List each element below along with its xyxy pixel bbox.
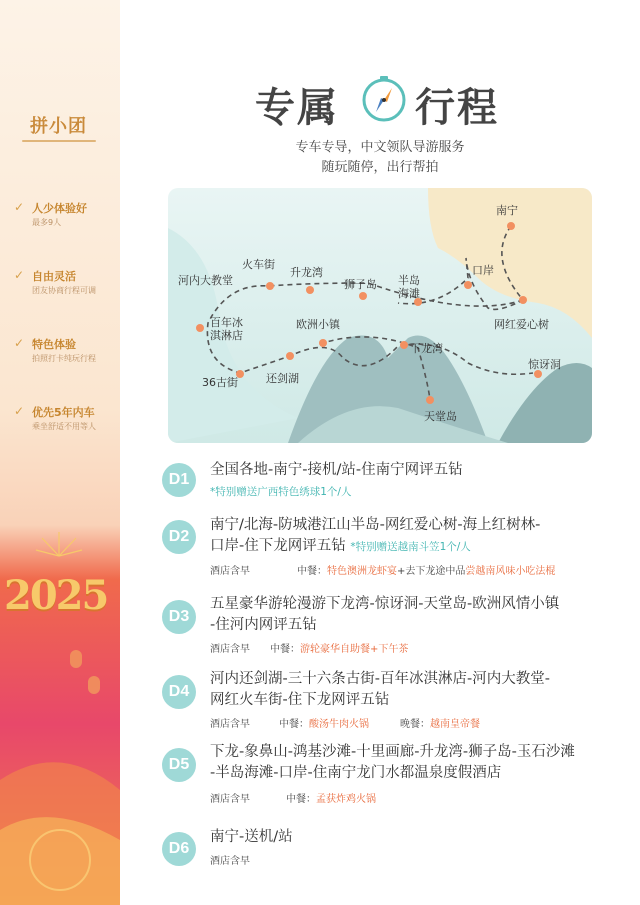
firework-icon <box>34 528 84 558</box>
day-route: 河内还剑湖-三十六条古街-百年冰淇淋店-河内大教堂- <box>210 671 550 687</box>
map-label: 欧洲小镇 <box>296 318 340 331</box>
feature-title: 自由灵活 <box>32 270 76 283</box>
map-label: 百年冰淇淋店 <box>210 316 243 342</box>
day-route: 五星豪华游轮漫游下龙湾-惊讶洞-天堂岛-欧洲风情小镇 <box>210 596 560 612</box>
meal-dinner <box>400 715 480 730</box>
map-label: 网红爱心树 <box>494 318 549 331</box>
year-text: 2025 <box>4 572 108 619</box>
meal-lunch <box>297 562 555 577</box>
check-icon: ✓ <box>14 336 25 350</box>
check-icon: ✓ <box>14 404 25 418</box>
meal-highlight: 越南皇帝餐 <box>430 719 480 730</box>
day-badge: D6 <box>162 832 196 866</box>
map-label: 天堂岛 <box>424 410 457 423</box>
meal-label: 中餐： <box>286 794 316 805</box>
wave-decoration <box>0 720 120 905</box>
meal-breakfast: 酒店含早 <box>210 794 250 805</box>
gift-note: *特别赠送广西特色绣球1个/人 <box>210 486 352 498</box>
map-label: 还剑湖 <box>266 372 299 385</box>
day-badge: D2 <box>162 520 196 554</box>
meal-breakfast: 酒店含早 <box>210 719 250 730</box>
meal-highlight: 特色澳洲龙虾宴 <box>327 566 397 577</box>
lantern-icon <box>70 650 82 668</box>
map-label: 火车街 <box>242 258 275 271</box>
feature-sub: 拍照打卡纯玩行程 <box>32 354 96 363</box>
compass-icon <box>359 74 409 124</box>
day-route: -半岛海滩-口岸-住南宁龙门水都温泉度假酒店 <box>210 765 502 781</box>
feature-sub: 最多9人 <box>32 218 62 227</box>
meal-lunch <box>279 715 369 730</box>
meal-label: 中餐： <box>297 566 327 577</box>
meal-highlight: 酸汤牛肉火锅 <box>309 719 369 730</box>
map-label: 下龙湾 <box>410 342 443 355</box>
map-label: 河内大教堂 <box>178 274 233 287</box>
feature-sub: 乘坐舒适不用等人 <box>32 422 96 431</box>
map-label: 狮子岛 <box>344 278 377 291</box>
lantern-icon <box>88 676 100 694</box>
gift-note: *特别赠送越南斗笠1个/人 <box>350 541 471 553</box>
meal-breakfast: 酒店含早 <box>210 644 250 655</box>
day-route: 南宁/北海-防城港江山半岛-网红爱心树-海上红树林- <box>210 517 541 533</box>
subtitle-1: 专车专导，中文领队导游服务 <box>295 140 465 155</box>
check-icon: ✓ <box>14 268 25 282</box>
feature-title: 优先5年内车 <box>32 406 95 419</box>
day-badge: D5 <box>162 748 196 782</box>
feature-title: 特色体验 <box>32 338 76 351</box>
check-icon: ✓ <box>14 200 25 214</box>
map-label: 惊讶洞 <box>528 358 561 371</box>
feature-sub: 团友协商行程可调 <box>32 286 96 295</box>
map-label: 36古街 <box>202 376 238 389</box>
day-route: -住河内网评五钻 <box>210 617 317 633</box>
title-right: 行程 <box>415 85 499 131</box>
day-route: 网红火车街-住下龙网评五钻 <box>210 692 390 708</box>
group-tour-title: 拼小团 <box>30 116 87 137</box>
feature-title: 人少体验好 <box>32 202 87 215</box>
meal-label: 晚餐： <box>400 719 430 730</box>
meal-label: +去下龙途中品 <box>397 566 466 577</box>
subtitle-2: 随玩随停，出行帮拍 <box>321 160 439 175</box>
day-route: 全国各地-南宁-接机/站-住南宁网评五钻 <box>210 462 463 478</box>
meal-highlight: 游轮豪华自助餐+下午茶 <box>300 644 409 655</box>
meal-lunch <box>286 790 376 805</box>
meal-highlight: 尝越南风味小吃法棍 <box>465 566 556 577</box>
route-text: 口岸-住下龙网评五钻 <box>210 538 346 554</box>
map-label: 半岛海滩 <box>398 274 420 300</box>
day-badge: D1 <box>162 463 196 497</box>
day-route: 南宁-送机/站 <box>210 829 293 845</box>
day-badge: D4 <box>162 675 196 709</box>
day-route-line2 <box>210 537 471 557</box>
map-label: 南宁 <box>496 204 518 217</box>
meal-label: 中餐： <box>270 644 300 655</box>
meal-breakfast: 酒店含早 <box>210 566 250 577</box>
meal-highlight: 孟获炸鸡火锅 <box>316 794 376 805</box>
page-title <box>255 70 515 130</box>
meal-lunch <box>270 640 408 655</box>
meal-label: 中餐： <box>279 719 309 730</box>
map-label: 口岸 <box>472 264 494 277</box>
route-map <box>168 188 592 443</box>
day-badge: D3 <box>162 600 196 634</box>
map-label: 升龙湾 <box>290 266 323 279</box>
meal-breakfast: 酒店含早 <box>210 856 250 867</box>
title-left: 专属 <box>255 85 339 131</box>
day-route: 下龙-象鼻山-鸿基沙滩-十里画廊-升龙湾-狮子岛-玉石沙滩 <box>210 744 575 760</box>
